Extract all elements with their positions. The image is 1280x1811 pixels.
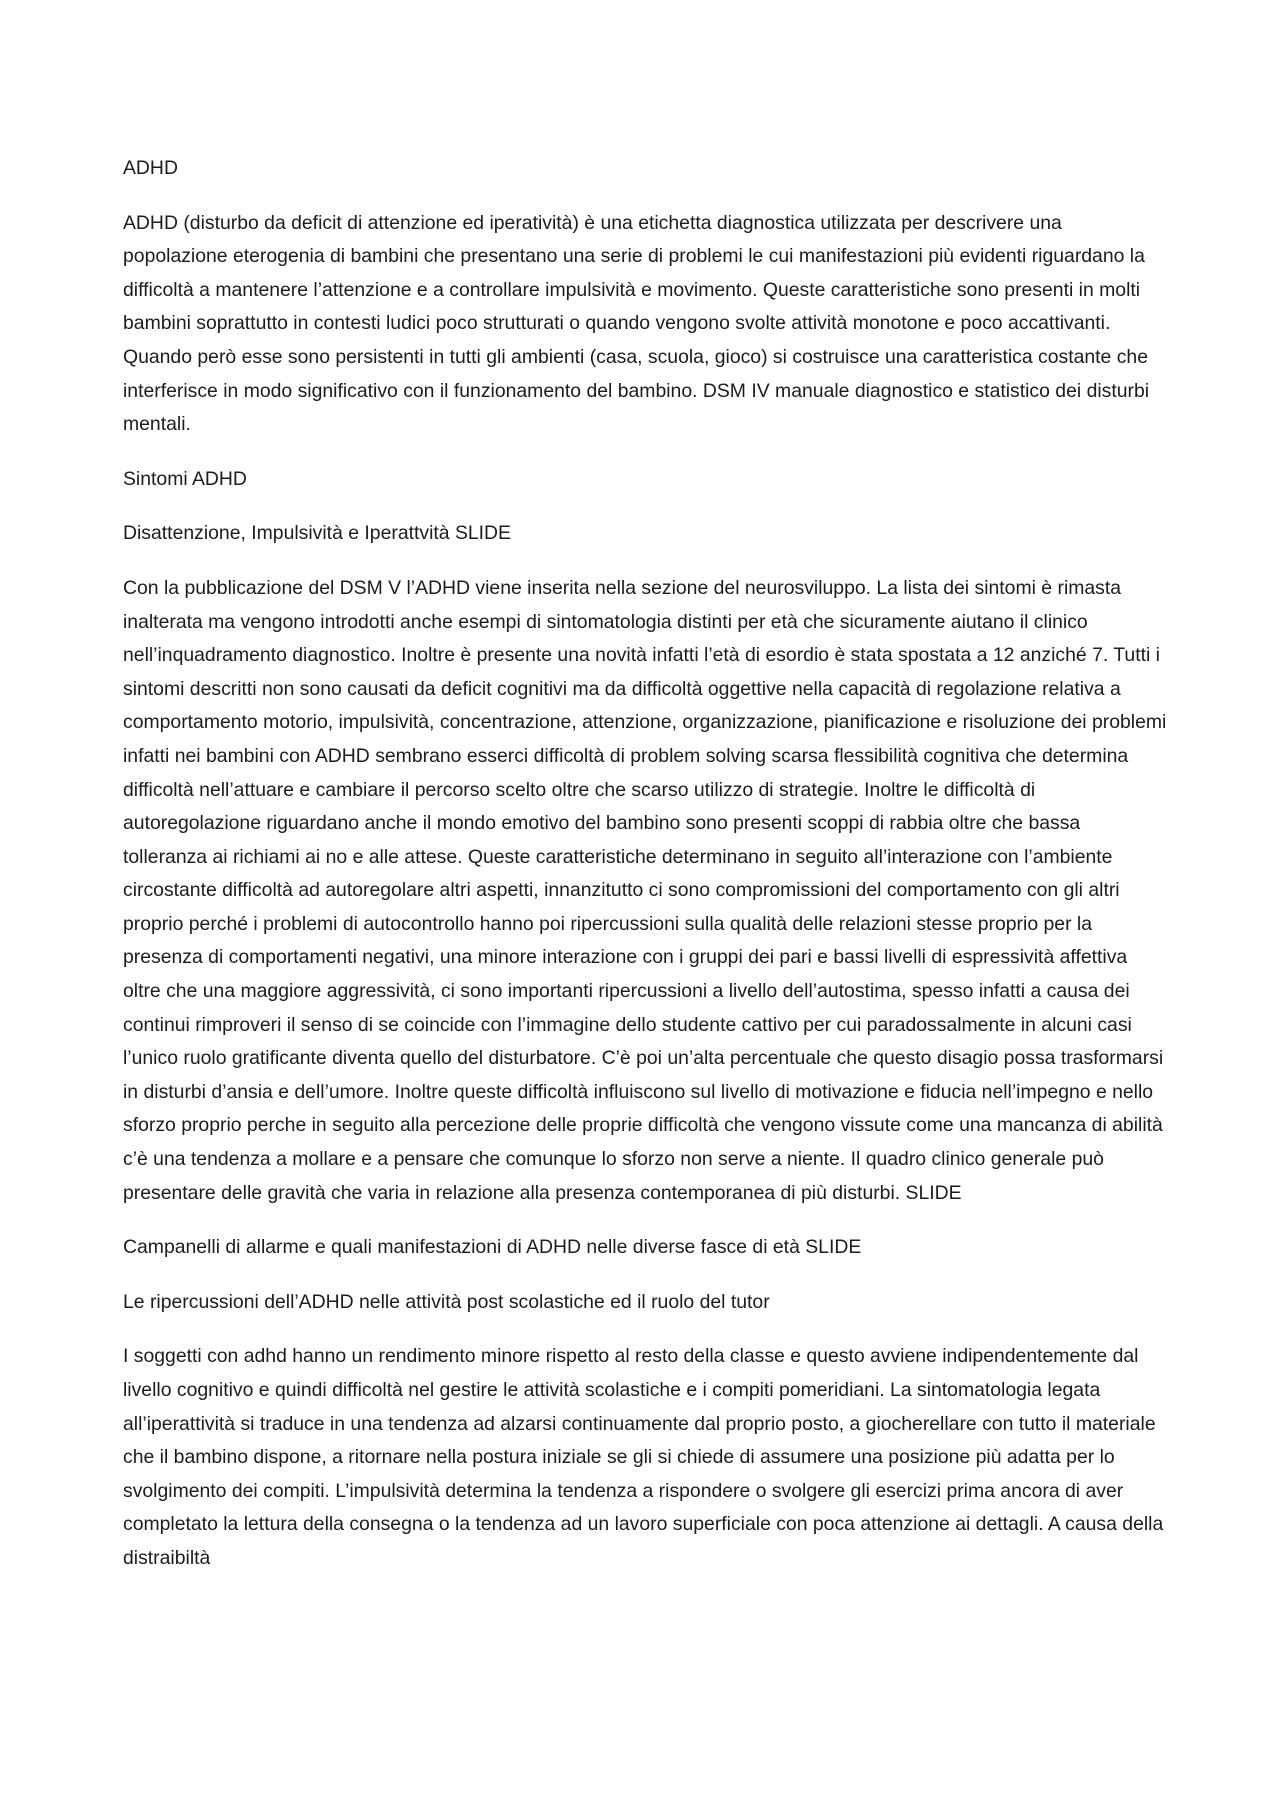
heading-sintomi: Sintomi ADHD — [123, 467, 247, 490]
paragraph-dsm5: Con la pubblicazione del DSM V l’ADHD viene inserita nella sezione del neurosviluppo. La lista dei sintomi è rimasta inalterata ma vengono introdotti anche esempi di sintomatologia distinti per età che sicuramente aiutano il clinico nell’inquadramento diagnostico. Inoltre è presente una novità infatti l’età di esordio è stata spostata a 12 anziché 7. Tutti i sintomi descritti non sono causati da deficit cognitivi ma da difficoltà oggettive nella capacità di regolazione relativa a comportamento motorio, impulsività, concentrazione, attenzione, organizzazione, pianificazione e risoluzione dei problemi infatti nei bambini con ADHD sembrano esserci difficoltà di problem solving scarsa flessibilità cognitiva che determina difficoltà nell’attuare e cambiare il percorso scelto oltre che scarso utilizzo di strategie. Inoltre le difficoltà di autoregolazione riguardano anche il mondo emotivo del bambino sono presenti scoppi di rabbia oltre che bassa tolleranza ai richiami ai no e alle attese. Queste caratteristiche determinano in seguito all’interazione con l’ambiente circostante difficoltà ad autoregolare altri aspetti, innanzitutto ci sono compromissioni del comportamento con gli altri proprio perché i problemi di autocontrollo hanno poi ripercussioni sulla qualità delle relazioni stesse proprio per la presenza di comportamenti negativi, una minore interazione con i gruppi dei pari e bassi livelli di espressività affettiva oltre che una maggiore aggressività, ci sono importanti ripercussioni a livello dell’autostima, spesso infatti a causa dei continui rimproveri il senso di se coincide con l’immagine dello studente cattivo per cui paradossalmente in alcuni casi l’unico ruolo gratificante diventa quello del disturbatore. C’è poi un’alta percentuale che questo disagio possa trasformarsi in disturbi d’ansia e dell’umore. Inoltre queste difficoltà influiscono sul livello di motivazione e fiducia nell’impegno e nello sforzo proprio perche in seguito alla percezione delle proprie difficoltà che vengono vissute come una mancanza di abilità c’è una tendenza a mollare e a pensare che comunque lo sforzo non serve a niente. Il quadro clinico generale può presentare delle gravità che varia in relazione alla presenza contemporanea di più disturbi. SLIDE — [123, 576, 1167, 1204]
heading-campanelli: Campanelli di allarme e quali manifestazioni di ADHD nelle diverse fasce di età SLIDE — [123, 1236, 862, 1259]
paragraph-intro: ADHD (disturbo da deficit di attenzione ed iperatività) è una etichetta diagnostica utilizzata per descrivere una popolazione eterogenia di bambini che presentano una serie di problemi le cui manifestazioni più evidenti riguardano la difficoltà a mantenere l’attenzione e a controllare impulsività e movimento. Queste caratteristiche sono presenti in molti bambini soprattutto in contesti ludici poco strutturati o quando vengono svolte attività monotone e poco accattivanti. Quando però esse sono persistenti in tutti gli ambienti (casa, scuola, gioco) si costruisce una caratteristica costante che interferisce in modo significativo con il funzionamento del bambino. DSM IV manuale diagnostico e statistico dei disturbi mentali. — [123, 211, 1150, 436]
heading-ripercussioni: Le ripercussioni dell’ADHD nelle attività post scolastiche ed il ruolo del tutor — [123, 1290, 770, 1313]
document-page — [123, 152, 1168, 1597]
paragraph-soggetti: I soggetti con adhd hanno un rendimento minore rispetto al resto della classe e questo avviene indipendentemente dal livello cognitivo e quindi difficoltà nel gestire le attività scolastiche e i compiti pomeridiani. La sintomatologia legata all’iperattività si traduce in una tendenza ad alzarsi continuamente dal proprio posto, a giocherellare con tutto il materiale che il bambino dispone, a ritornare nella postura iniziale se gli si chiede di assumere una posizione più adatta per lo svolgimento dei compiti. L’impulsività determina la tendenza a rispondere o svolgere gli esercizi prima ancora di aver completato la lettura della consegna o la tendenza ad un lavoro superficiale con poca attenzione ai dettagli. A causa della distraibiltà — [123, 1345, 1164, 1569]
heading-disattenzione: Disattenzione, Impulsività e Iperattvità SLIDE — [123, 522, 511, 545]
document-title: ADHD — [123, 157, 178, 179]
